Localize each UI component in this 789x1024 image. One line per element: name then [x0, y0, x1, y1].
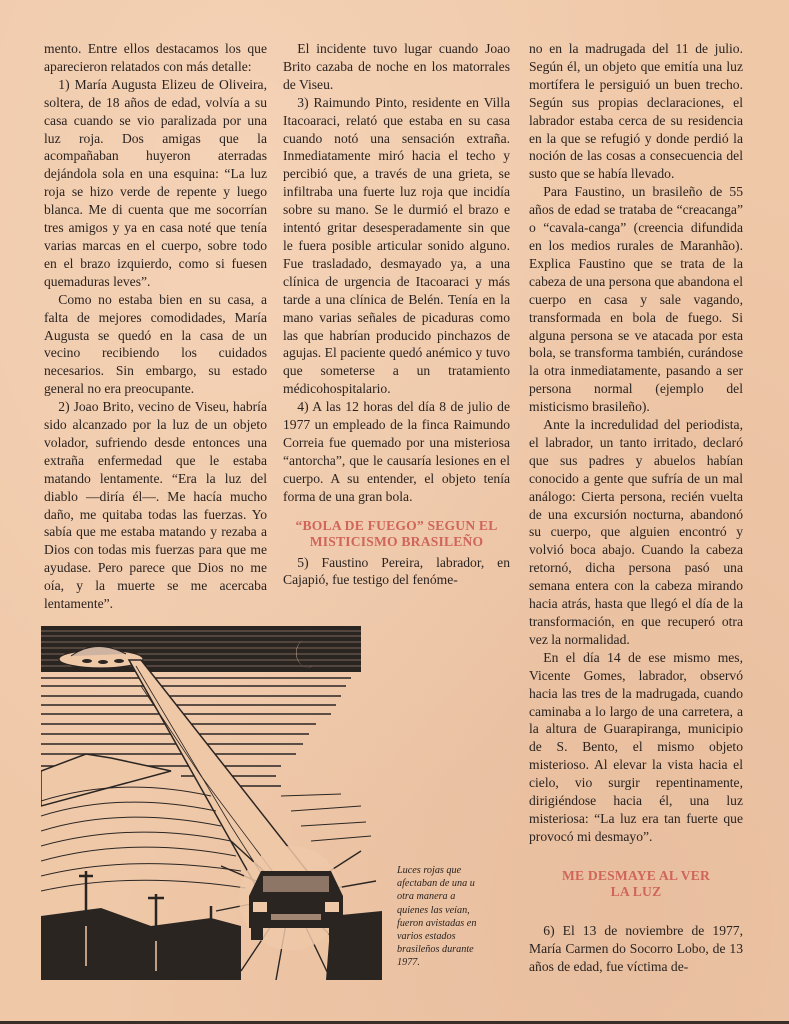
paragraph: mento. Entre ellos destacamos los que aparecieron relatados con más detalle: [44, 41, 267, 74]
article-column-1 [44, 40, 267, 613]
article-column-3 [529, 40, 743, 976]
mountain [41, 754, 171, 806]
subheading-line: “BOLA DE FUEGO” SEGUN EL [295, 517, 498, 533]
subheading-bola-de-fuego [283, 518, 510, 550]
figure-caption: Luces rojas que afectaban de una u otra manera a quienes las veían, fueron avistadas en varios estados brasileños durante 1977. [397, 865, 477, 969]
paragraph: 6) El 13 de noviembre de 1977, María Carmen do Socorro Lobo, de 13 años de edad, fue víctima de- [529, 922, 743, 974]
subheading-line: MISTICISMO BRASILEÑO [309, 533, 484, 549]
ufo-beam-over-car-icon [41, 626, 382, 980]
paragraph: Como no estaba bien en su casa, a falta de mejores comodidades, María Augusta se quedó en la casa de un vecino recibiendo los cuidados necesarios. Sin embargo, su estado general no era preocupante. [44, 291, 267, 397]
subheading-line: LA LUZ [610, 883, 662, 899]
paragraph: 1) María Augusta Elizeu de Oliveira, soltera, de 18 años de edad, volvía a su casa cuando se vio paralizada por una luz roja. Dos amigas que la acompañaban huyeron aterradas dejándola sola en una esquina: “La luz roja se hizo verde de repente y luego blanca. Me di cuenta que me socorrían tres amigos y ya en casa noté que tenía varias marcas en el cuerpo, sobre todo en el brazo izquierdo, como si fuesen quemaduras leves”. [44, 76, 267, 289]
paragraph: no en la madrugada del 11 de julio. Según él, un objeto que emitía una luz mortífera le persiguió un buen trecho. Según sus propias declaraciones, el labrador estaba cerca de su residencia en la que se refugió y donde perdió la noción de las cosas a consecuencia del susto que se había llevado. [529, 41, 743, 182]
paragraph: En el día 14 de ese mismo mes, Vicente Gomes, labrador, observó hacia las tres de la madrugada, cuando caminaba a lo largo de una carretera, a la altura de Guarapiranga, municipio de S. Bento, el mismo objeto misterioso. Al elevar la vista hacia el cielo, vio surgir repentinamente, dirigiéndose hacia él, una luz misteriosa: “La luz era tan fuerte que provocó mi desmayo”. [529, 649, 743, 844]
subheading-line: ME DESMAYE AL VER [561, 867, 711, 883]
paragraph: 4) A las 12 horas del día 8 de julio de 1977 un empleado de la finca Raimundo Correia fue quemado por una misteriosa “antorcha”, que le causaría lesiones en el cuerpo. A su entender, el objeto tenía forma de una gran bola. [283, 399, 510, 504]
article-column-2 [283, 40, 510, 589]
paragraph: El incidente tuvo lugar cuando Joao Brito cazaba de noche en los matorrales de Viseu. [283, 41, 510, 92]
ufo-illustration [41, 626, 382, 980]
paragraph: 3) Raimundo Pinto, residente en Villa Itacoaraci, relató que estaba en su casa cuando notó una sensación extraña. Inmediatamente miró hacia el techo y percibió que, a través de una grieta, se infiltraba una fuerte luz roja que incidía sobre su mano. Se le durmió el brazo e intentó gritar desesperadamente sin que le fuera posible articular sonido alguno. Fue trasladado, desmayado ya, a una clínica de urgencia de Itacoaraci y más tarde a una clínica de Belén. Tenía en la mano varias señales de picaduras como las que habrían producido pinchazos de agujas. El paciente quedó anémico y tuvo que someterse a un tratamiento médicohospitalario. [283, 94, 510, 397]
paragraph: 5) Faustino Pereira, labrador, en Cajapió, fue testigo del fenóme- [283, 554, 510, 588]
subheading-me-desmaye [529, 868, 743, 900]
paragraph: 2) Joao Brito, vecino de Viseu, habría sido alcanzado por la luz de un objeto volador, sufriendo desde entonces una extraña enfermedad que le estaba matando lentamente. “Era la luz del diablo —diría él—. Me hacía mucho daño, me quitaba todas las fuerzas. Yo sabía que me estaba matando y rezaba a Dios con todas mis fuerzas para que me ayudase. Pero parece que Dios no me oía, y la muerte se me acercaba lentamente”. [44, 399, 267, 612]
paragraph: Ante la incredulidad del periodista, el labrador, un tanto irritado, declaró que sus padres y abuelos habían conocido a gente que sufría de un mal análogo: Cierta persona, recién vuelta de una excursión nocturna, abandonó su cuerpo, que alguien encontró y volvió boca abajo. Cuando la cabeza retornó, dicha persona pasó una semana entera con la cabeza mirando hacia atrás, hasta que llegó el día de la transformación, en que recuperó otra vez la normalidad. [529, 417, 743, 647]
paragraph: Para Faustino, un brasileño de 55 años de edad se trataba de “creacanga” o “cavala-canga” (creencia difundida en los medios rurales de Maranhão). Explica Faustino que se trata de la cabeza de una persona que abandona el cuerpo en casa y sale vagando, transformada en bola de fuego. Si alguna persona se ve atacada por esta bola, se transforma también, curándose la otra inmediatamente, pasando a ser persona normal (ejemplo del misticismo brasileño). [529, 184, 743, 415]
